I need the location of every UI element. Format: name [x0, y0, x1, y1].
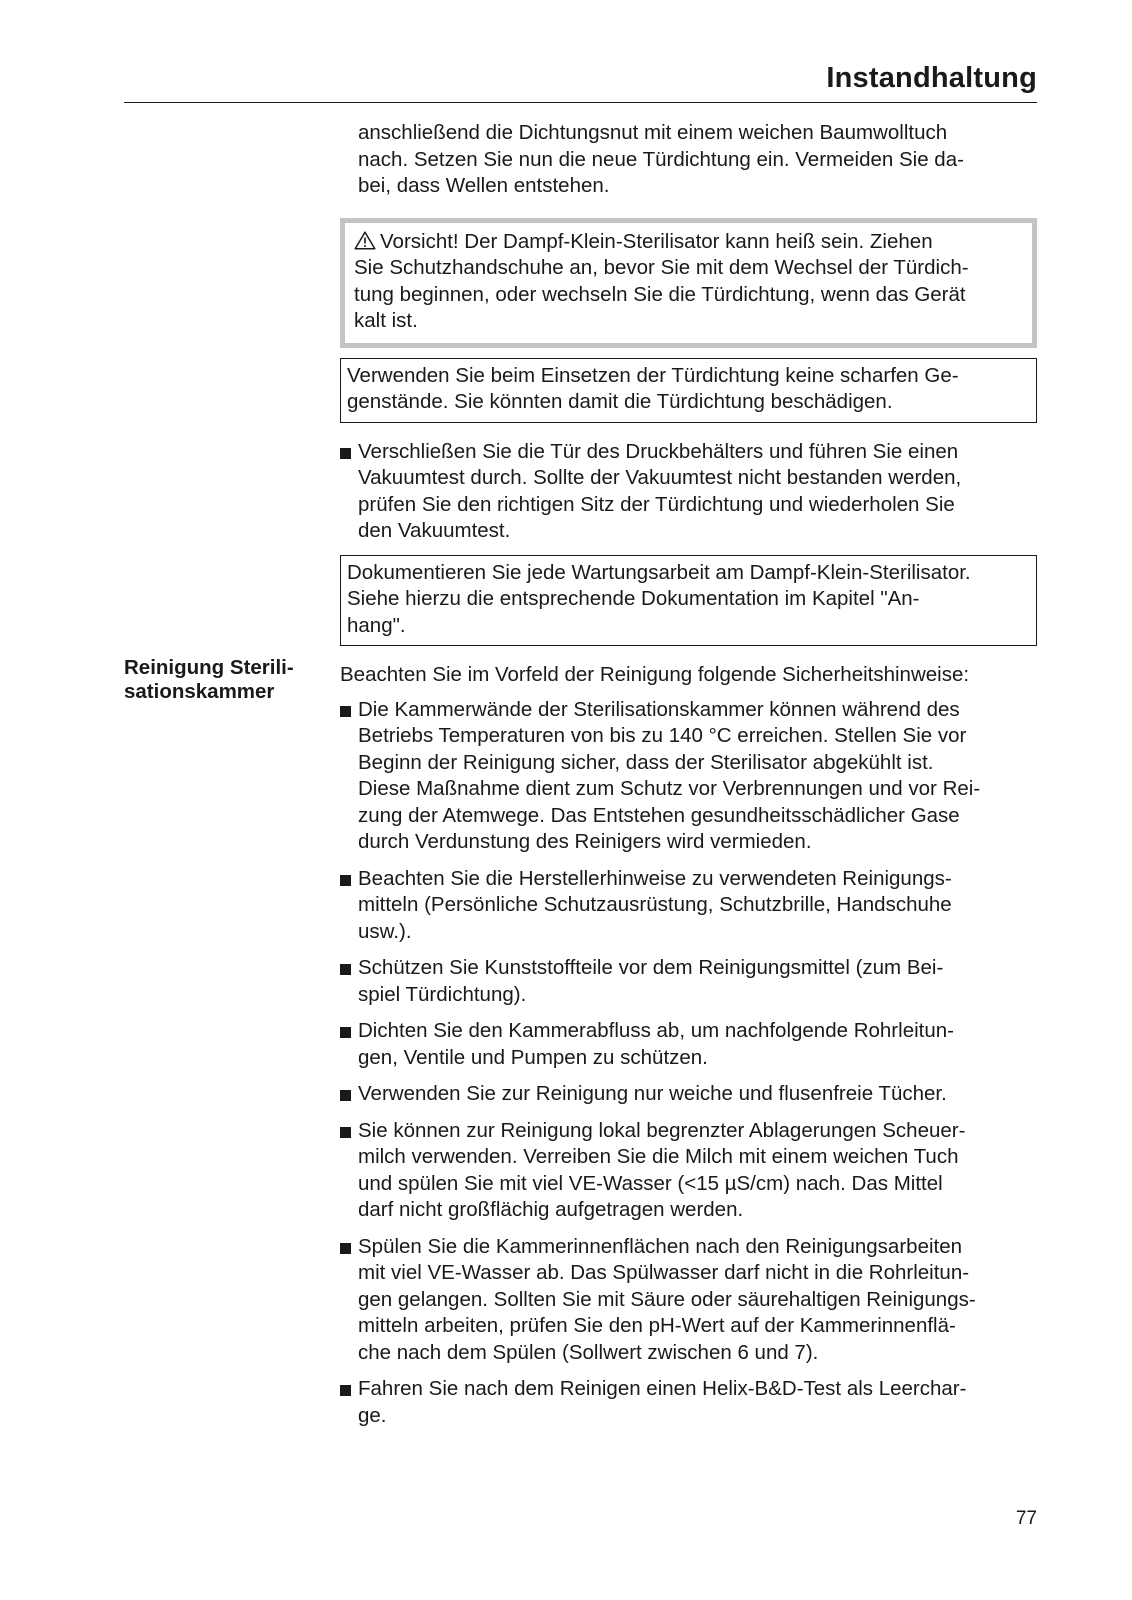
text-line: spiel Türdichtung).	[358, 982, 527, 1006]
page-title: Instandhaltung	[826, 62, 1037, 94]
text-line: nach. Setzen Sie nun die neue Türdichtung ein. Vermeiden Sie da-	[358, 147, 964, 171]
text-line: mit viel VE-Wasser ab. Das Spülwasser darf nicht in die Rohrleitun-	[358, 1261, 970, 1284]
bullet-square-icon	[340, 875, 351, 886]
text-line: ge.	[358, 1403, 387, 1427]
section-heading-line: sationskammer	[124, 680, 275, 703]
text-line: usw.).	[358, 919, 412, 943]
text-line: Fahren Sie nach dem Reinigen einen Helix-B&D-Test als Leerchar-	[358, 1377, 967, 1400]
text-line: mitteln arbeiten, prüfen Sie den pH-Wert auf der Kammerinnenflä-	[358, 1314, 956, 1337]
warning-box	[340, 218, 1037, 348]
section-intro: Beachten Sie im Vorfeld der Reinigung folgende Sicherheitshinweise:	[340, 663, 970, 686]
text-line: Sie können zur Reinigung lokal begrenzter Ablagerungen Scheuer-	[358, 1118, 966, 1142]
text-line: Verwenden Sie zur Reinigung nur weiche und flusenfreie Tücher.	[358, 1082, 947, 1105]
note-box	[340, 358, 1037, 423]
text-line: Verschließen Sie die Tür des Druckbehälters und führen Sie einen	[358, 439, 959, 463]
list-item	[340, 1118, 1037, 1224]
text-line: Diese Maßnahme dient zum Schutz vor Verbrennungen und vor Rei-	[358, 777, 981, 800]
page-number: 77	[1015, 1508, 1037, 1529]
text-line: Die Kammerwände der Sterilisationskammer können während des	[358, 697, 960, 721]
bullet-list	[340, 697, 1037, 1430]
text-line	[354, 229, 1022, 256]
header-divider	[124, 102, 1037, 103]
list-item	[340, 955, 1037, 1008]
intro-paragraph	[358, 120, 1037, 200]
list-item	[340, 1081, 1037, 1108]
bullet-square-icon	[340, 706, 351, 717]
list-item	[340, 1376, 1037, 1429]
text-line: milch verwenden. Verreiben Sie die Milch mit einem weichen Tuch	[358, 1145, 959, 1168]
text-line: hang".	[347, 613, 406, 637]
bullet-list	[340, 439, 1037, 545]
main-content	[340, 120, 1037, 1439]
text-line: Beginn der Reinigung sicher, dass der Sterilisator abgekühlt ist.	[358, 750, 934, 774]
text-line: Dokumentieren Sie jede Wartungsarbeit am Dampf-Klein-Sterilisator.	[347, 560, 971, 584]
list-item	[340, 866, 1037, 946]
bullet-square-icon	[340, 964, 351, 975]
text-line: genstände. Sie könnten damit die Türdichtung beschädigen.	[347, 390, 893, 413]
text-line: den Vakuumtest.	[358, 519, 511, 542]
section-heading	[124, 656, 324, 704]
text-line: Sie Schutzhandschuhe an, bevor Sie mit dem Wechsel der Türdich-	[354, 256, 969, 279]
text-line: Verwenden Sie beim Einsetzen der Türdichtung keine scharfen Ge-	[347, 363, 959, 387]
text-line: Siehe hierzu die entsprechende Dokumentation im Kapitel "An-	[347, 587, 920, 610]
list-item	[340, 439, 1037, 545]
text-line: gen, Ventile und Pumpen zu schützen.	[358, 1045, 708, 1069]
text-line: che nach dem Spülen (Sollwert zwischen 6 und 7).	[358, 1340, 819, 1364]
bullet-square-icon	[340, 1027, 351, 1038]
warning-text: Vorsicht! Der Dampf-Klein-Sterilisator kann heiß sein. Ziehen	[380, 229, 933, 253]
bullet-square-icon	[340, 448, 351, 459]
text-line: Betriebs Temperaturen von bis zu 140 °C erreichen. Stellen Sie vor	[358, 724, 967, 747]
bullet-square-icon	[340, 1243, 351, 1254]
text-line: durch Verdunstung des Reinigers wird vermieden.	[358, 830, 812, 853]
bullet-square-icon	[340, 1090, 351, 1101]
list-item	[340, 697, 1037, 856]
bullet-square-icon	[340, 1385, 351, 1396]
text-line: gen gelangen. Sollten Sie mit Säure oder säurehaltigen Reinigungs-	[358, 1287, 976, 1311]
text-line: kalt ist.	[354, 309, 418, 332]
list-item	[340, 1018, 1037, 1071]
text-line: Dichten Sie den Kammerabfluss ab, um nachfolgende Rohrleitun-	[358, 1019, 954, 1042]
text-line: darf nicht großflächig aufgetragen werden.	[358, 1198, 744, 1221]
text-line: und spülen Sie mit viel VE-Wasser (<15 µS/cm) nach. Das Mittel	[358, 1171, 943, 1195]
warning-triangle-icon	[354, 231, 376, 250]
section-heading-line: Reinigung Sterili-	[124, 656, 294, 679]
text-line: Schützen Sie Kunststoffteile vor dem Reinigungsmittel (zum Bei-	[358, 956, 944, 979]
text-line: bei, dass Wellen entstehen.	[358, 174, 610, 197]
text-line: Beachten Sie die Herstellerhinweise zu verwendeten Reinigungs-	[358, 866, 952, 890]
list-item	[340, 1234, 1037, 1367]
text-line: Spülen Sie die Kammerinnenflächen nach den Reinigungsarbeiten	[358, 1234, 963, 1258]
text-line: anschließend die Dichtungsnut mit einem weichen Baumwolltuch	[358, 121, 948, 144]
text-line: tung beginnen, oder wechseln Sie die Türdichtung, wenn das Gerät	[354, 282, 966, 306]
text-line: zung der Atemwege. Das Entstehen gesundheitsschädlicher Gase	[358, 803, 960, 827]
bullet-square-icon	[340, 1127, 351, 1138]
text-line: mitteln (Persönliche Schutzausrüstung, Schutzbrille, Handschuhe	[358, 893, 952, 916]
text-line: prüfen Sie den richtigen Sitz der Türdichtung und wiederholen Sie	[358, 492, 955, 516]
text-line: Vakuumtest durch. Sollte der Vakuumtest nicht bestanden werden,	[358, 466, 962, 489]
note-box	[340, 555, 1037, 647]
